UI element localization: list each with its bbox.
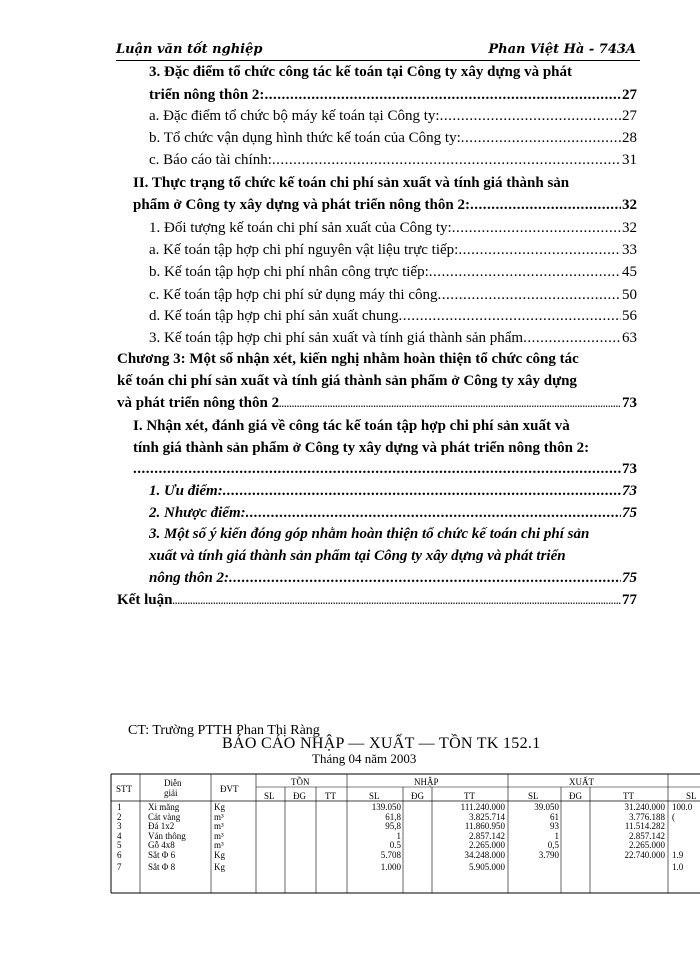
th-xuat-dg: ĐG [569, 791, 582, 801]
cell-unit: Kg [214, 850, 225, 860]
toc-sIIa: a. Kế toán tập hợp chi phí nguyên vật liệu trực tiếp: ..... 33 [149, 240, 637, 260]
cell-stt: 2 [117, 811, 122, 822]
cell-unit: Kg [214, 802, 225, 812]
cell-nhap-sl: 1 [396, 830, 401, 841]
cell-nhap-sl: 1.000 [380, 861, 401, 872]
toc-sII1: 1. Đối tượng kế toán chi phí sản xuất của Công ty: ..... 32 [149, 218, 637, 238]
cell-nhap-sl: 139.050 [371, 802, 401, 812]
cell-nhap-sl: 95,8 [385, 821, 401, 832]
cell-name: Đá 1x2 [148, 821, 175, 832]
toc-sII-line1: II. Thực trạng tổ chức kế toán chi phí sản xuất và tính giá thành sản [133, 175, 570, 191]
cell-nhap-sl: 0.5 [389, 840, 401, 851]
th-stt: STT [116, 784, 133, 794]
th-nhap: NHẬP [414, 777, 439, 787]
cell-nhap-sl: 61,8 [385, 811, 401, 822]
cell-nhap-tt: 3.825.714 [469, 811, 505, 822]
cell-stt: 3 [117, 821, 122, 832]
th-xuat-sl: SL [528, 791, 539, 801]
cell-stt: 6 [117, 850, 122, 860]
cell-xuat-sl: 61 [550, 811, 559, 822]
toc-sI3-line2: xuất và tính giá thành sản phẩm tại Công ty xây dựng và phát triển [149, 548, 566, 564]
cell-ton-cuoi-sl: 1.9 [672, 850, 684, 860]
cell-xuat-sl: 39.050 [534, 802, 559, 812]
cell-unit: Kg [214, 861, 225, 872]
cell-unit: m³ [214, 811, 224, 822]
cell-ton-cuoi-sl: 100.0 [672, 802, 693, 812]
toc-s3b: b. Tổ chức vận dụng hình thức kế toán của Công ty: ..... 28 [149, 128, 637, 148]
cell-xuat-sl: 1 [554, 830, 559, 841]
cell-ton-cuoi-sl: ( [672, 811, 675, 822]
report-company: CT: Trường PTTH Phan Thị Ràng [128, 723, 320, 738]
toc-sI-line1: I. Nhận xét, đánh giá về công tác kế toán tập hợp chi phí sản xuất và [133, 418, 570, 434]
th-ton-dg: ĐG [293, 791, 306, 801]
cell-nhap-tt: 111.240.000 [460, 802, 505, 812]
toc-s3-line2: triển nông thôn 2: ..... 27 [149, 85, 637, 105]
toc-ch3-line3: và phát triển nông thôn 2 ..... 73 [117, 393, 637, 413]
toc-sI1: 1. Ưu điểm: ..... 73 [149, 481, 637, 501]
cell-xuat-tt: 2.857.142 [629, 830, 665, 841]
toc-conclusion: Kết luận ..... 77 [117, 590, 637, 610]
th-ton-cuoi-sl: SL [686, 791, 697, 801]
cell-name: Ván thông [148, 830, 186, 841]
cell-nhap-tt: 34.248.000 [464, 850, 505, 860]
cell-nhap-tt: 2.857.142 [469, 830, 505, 841]
toc-sI3-line1: 3. Một số ý kiến đóng góp nhằm hoàn thiện tổ chức kế toán chi phí sản [149, 526, 590, 542]
toc-ch3-line2: kế toán chi phí sản xuất và tính giá thành sản phẩm ở Công ty xây dựng [117, 373, 577, 389]
toc-sI2: 2. Nhược điểm: ..... 75 [149, 503, 637, 523]
cell-name: Sắt Φ 8 [148, 861, 176, 872]
th-xuat-tt: TT [623, 791, 634, 801]
cell-stt: 7 [117, 861, 122, 872]
th-dien-giai-2: giải [164, 788, 178, 798]
header-author: Phan Việt Hà - 743A [488, 42, 636, 57]
cell-stt: 5 [117, 840, 122, 851]
toc-sII3: 3. Kế toán tập hợp chi phí sản xuất và tính giá thành sản phẩm ..... 63 [149, 328, 637, 348]
toc-s3c: c. Báo cáo tài chính: ..... 31 [149, 150, 637, 170]
cell-xuat-sl: 3.790 [538, 850, 559, 860]
cell-ton-cuoi-sl: 1.0 [672, 861, 684, 872]
cell-nhap-tt: 11.860.950 [464, 821, 505, 832]
toc-sI-line2: tính giá thành sản phẩm ở Công ty xây dựng và phát triển nông thôn 2: [133, 440, 590, 456]
cell-name: Cát vàng [148, 811, 181, 822]
toc-sIId: d. Kế toán tập hợp chi phí sản xuất chung ..... 56 [149, 306, 637, 326]
th-ton-sl: SL [264, 791, 275, 801]
th-nhap-tt: TT [464, 791, 475, 801]
th-ton-tt: TT [325, 791, 336, 801]
toc-sII-line2: phẩm ở Công ty xây dựng và phát triển nông thôn 2: ..... 32 [133, 195, 637, 215]
th-nhap-dg: ĐG [411, 791, 424, 801]
toc-s3a: a. Đặc điểm tổ chức bộ máy kế toán tại Công ty: ..... 27 [149, 106, 637, 126]
th-nhap-sl: SL [369, 791, 380, 801]
cell-nhap-tt: 2.265.000 [469, 840, 505, 851]
th-xuat: XUẤT [569, 777, 594, 787]
cell-xuat-tt: 22.740.000 [624, 850, 665, 860]
cell-xuat-tt: 3.776.188 [629, 811, 665, 822]
toc-s3-line1: 3. Đặc điểm tổ chức công tác kế toán tại Công ty xây dựng và phát [149, 64, 572, 80]
toc-sIIc: c. Kế toán tập hợp chi phí sử dụng máy thi công ..... 50 [149, 285, 637, 305]
cell-name: Xi măng [148, 802, 180, 812]
toc-ch3-line1: Chương 3: Một số nhận xét, kiến nghị nhằm hoàn thiện tổ chức công tác [117, 351, 579, 367]
th-dvt: ĐVT [220, 784, 239, 794]
cell-xuat-tt: 11.514.282 [624, 821, 665, 832]
cell-xuat-sl: 0,5 [547, 840, 559, 851]
cell-unit: m³ [214, 821, 224, 832]
cell-nhap-tt: 5.905.000 [469, 861, 505, 872]
cell-unit: m³ [214, 840, 224, 851]
cell-nhap-sl: 5.708 [380, 850, 401, 860]
cell-xuat-tt: 31.240.000 [624, 802, 665, 812]
toc-sI-line3: ..... 73 [133, 459, 637, 479]
cell-stt: 1 [117, 802, 122, 812]
report-title: BÁO CÁO NHẬP — XUẤT — TỒN TK 152.1 [222, 735, 541, 752]
cell-stt: 4 [117, 830, 122, 841]
th-ton: TỒN [291, 777, 310, 787]
cell-name: Gỗ 4x8 [148, 840, 175, 851]
toc-sI3-line3: nông thôn 2: ..... 75 [149, 568, 637, 588]
cell-name: Sắt Φ 6 [148, 850, 176, 860]
th-dien-giai-1: Diễn [164, 778, 182, 788]
cell-unit: m³ [214, 830, 224, 841]
toc-sIIb: b. Kế toán tập hợp chi phí nhân công trực tiếp: ..... 45 [149, 262, 637, 282]
cell-xuat-sl: 93 [550, 821, 559, 832]
header-thesis-label: Luận văn tốt nghiệp [116, 42, 263, 57]
cell-xuat-tt: 2.265.000 [629, 840, 665, 851]
report-subtitle: Tháng 04 năm 2003 [312, 751, 417, 766]
